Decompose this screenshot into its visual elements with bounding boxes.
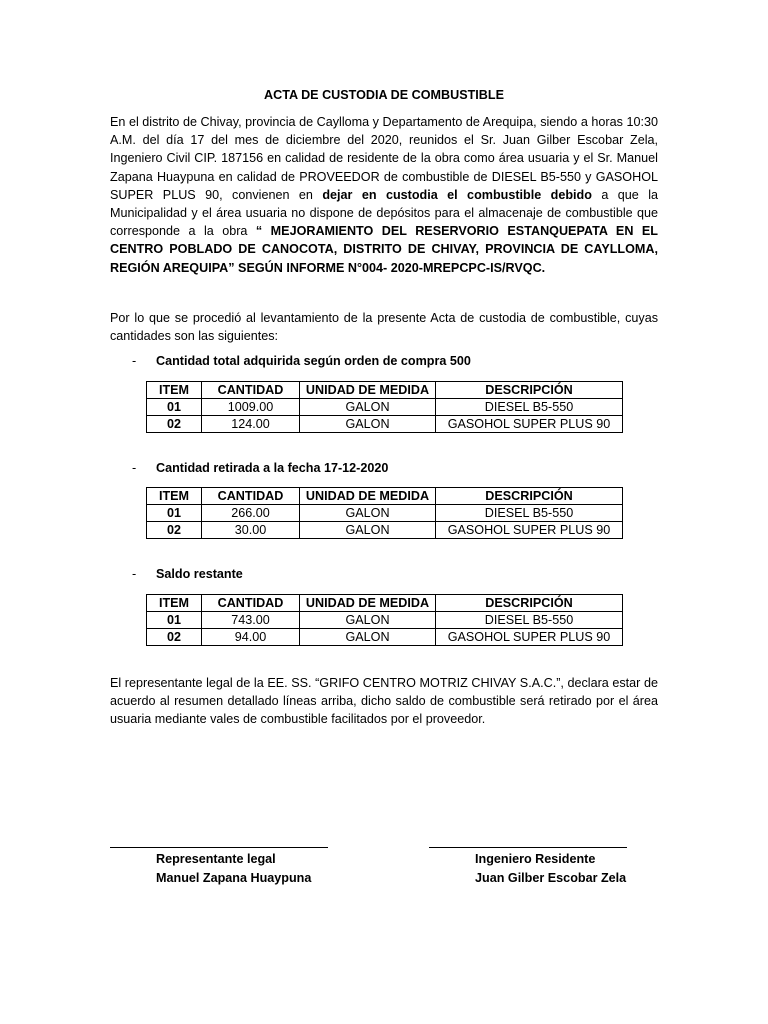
table-total-acquired xyxy=(146,381,623,433)
cell-descripcion: DIESEL B5-550 xyxy=(436,612,623,629)
signature-role: Representante legal xyxy=(156,852,276,866)
cell-item: 01 xyxy=(147,399,202,416)
header-unidad: UNIDAD DE MEDIDA xyxy=(300,382,436,399)
signature-name: Manuel Zapana Huaypuna xyxy=(156,871,312,885)
cell-cantidad: 1009.00 xyxy=(202,399,300,416)
cell-cantidad: 94.00 xyxy=(202,629,300,646)
section-heading-text: Cantidad total adquirida según orden de compra 500 xyxy=(156,354,471,368)
signature-role: Ingeniero Residente xyxy=(475,852,596,866)
cell-descripcion: DIESEL B5-550 xyxy=(436,505,623,522)
header-item: ITEM xyxy=(147,488,202,505)
cell-item: 02 xyxy=(147,522,202,539)
header-cantidad: CANTIDAD xyxy=(202,488,300,505)
cell-unidad: GALON xyxy=(300,416,436,433)
table-header-row xyxy=(147,382,623,399)
intro-bold-1: dejar en custodia el combustible debido xyxy=(322,187,592,202)
declaration-paragraph: El representante legal de la EE. SS. “GRIFO CENTRO MOTRIZ CHIVAY S.A.C.”, declara estar de acuerdo al resumen detallado líneas arriba, dicho saldo de combustible será retirado por el área usuaria mediante vales de combustible facilitados por el proveedor. xyxy=(110,676,658,727)
header-descripcion: DESCRIPCIÓN xyxy=(436,382,623,399)
table-row xyxy=(147,399,623,416)
header-unidad: UNIDAD DE MEDIDA xyxy=(300,595,436,612)
cell-unidad: GALON xyxy=(300,505,436,522)
cell-unidad: GALON xyxy=(300,522,436,539)
cell-item: 02 xyxy=(147,629,202,646)
bullet-marker: - xyxy=(132,567,137,581)
table-row xyxy=(147,629,623,646)
section-heading-text: Saldo restante xyxy=(156,567,243,581)
header-item: ITEM xyxy=(147,595,202,612)
signature-line-legal-rep xyxy=(110,847,328,848)
cell-cantidad: 266.00 xyxy=(202,505,300,522)
header-item: ITEM xyxy=(147,382,202,399)
cell-unidad: GALON xyxy=(300,612,436,629)
table-row xyxy=(147,505,623,522)
intro-bold-2: “ MEJORAMIENTO DEL RESERVORIO ESTANQUEPATA EN EL CENTRO POBLADO DE CANOCOTA, DISTRITO DE CHIVAY, PROVINCIA DE CAYLLOMA, REGIÓN AREQUIPA” SEGÚN INFORME N°004- 2020-MREPCPC-IS/RVQC. xyxy=(110,224,658,275)
table-header-row xyxy=(147,595,623,612)
section-heading-text: Cantidad retirada a la fecha 17-12-2020 xyxy=(156,461,389,475)
bullet-marker: - xyxy=(132,354,137,368)
cell-item: 01 xyxy=(147,505,202,522)
bullet-marker: - xyxy=(132,461,137,475)
intro-paragraph xyxy=(110,113,658,277)
table-row xyxy=(147,612,623,629)
signature-block-legal-rep xyxy=(156,850,311,888)
header-cantidad: CANTIDAD xyxy=(202,382,300,399)
signature-block-engineer xyxy=(475,850,626,888)
section-heading-total xyxy=(132,354,471,368)
cell-item: 02 xyxy=(147,416,202,433)
cell-descripcion: GASOHOL SUPER PLUS 90 xyxy=(436,416,623,433)
intro-text-1: En el distrito de Chivay, provincia de Caylloma y Departamento de Arequipa, siendo a horas 10:30 A.M. del día 17 del mes de diciembre del 2020, reunidos el Sr. Juan Gilber Escobar Zela, Ingeniero Civil CIP. 187156 en calidad de residente de la obra como área usuaria y el Sr. Manuel Zapana Huaypuna en calidad de PROVEEDOR de combustible de DIESEL B5-550 y GASOHOL SUPER PLUS 90, convienen en xyxy=(110,115,658,202)
cell-descripcion: GASOHOL SUPER PLUS 90 xyxy=(436,629,623,646)
cell-cantidad: 743.00 xyxy=(202,612,300,629)
header-cantidad: CANTIDAD xyxy=(202,595,300,612)
header-descripcion: DESCRIPCIÓN xyxy=(436,595,623,612)
cell-cantidad: 124.00 xyxy=(202,416,300,433)
header-descripcion: DESCRIPCIÓN xyxy=(436,488,623,505)
cell-item: 01 xyxy=(147,612,202,629)
table-row xyxy=(147,522,623,539)
section-heading-remaining xyxy=(132,567,243,581)
cell-descripcion: GASOHOL SUPER PLUS 90 xyxy=(436,522,623,539)
signature-name: Juan Gilber Escobar Zela xyxy=(475,871,627,885)
intro-text-2: a que la Municipalidad y el área usuaria no dispone de depósitos para el almacenaje de combustible que corresponde a la obra xyxy=(110,187,659,239)
section-heading-withdrawn xyxy=(132,461,388,475)
table-header-row xyxy=(147,488,623,505)
table-withdrawn xyxy=(146,487,623,539)
quantities-paragraph: Por lo que se procedió al levantamiento de la presente Acta de custodia de combustible, cuyas cantidades son las siguientes: xyxy=(110,311,658,344)
header-unidad: UNIDAD DE MEDIDA xyxy=(300,488,436,505)
signature-line-engineer xyxy=(429,847,627,848)
table-row xyxy=(147,416,623,433)
cell-descripcion: DIESEL B5-550 xyxy=(436,399,623,416)
table-remaining xyxy=(146,594,623,646)
cell-cantidad: 30.00 xyxy=(202,522,300,539)
cell-unidad: GALON xyxy=(300,399,436,416)
document-title: ACTA DE CUSTODIA DE COMBUSTIBLE xyxy=(264,88,504,102)
cell-unidad: GALON xyxy=(300,629,436,646)
